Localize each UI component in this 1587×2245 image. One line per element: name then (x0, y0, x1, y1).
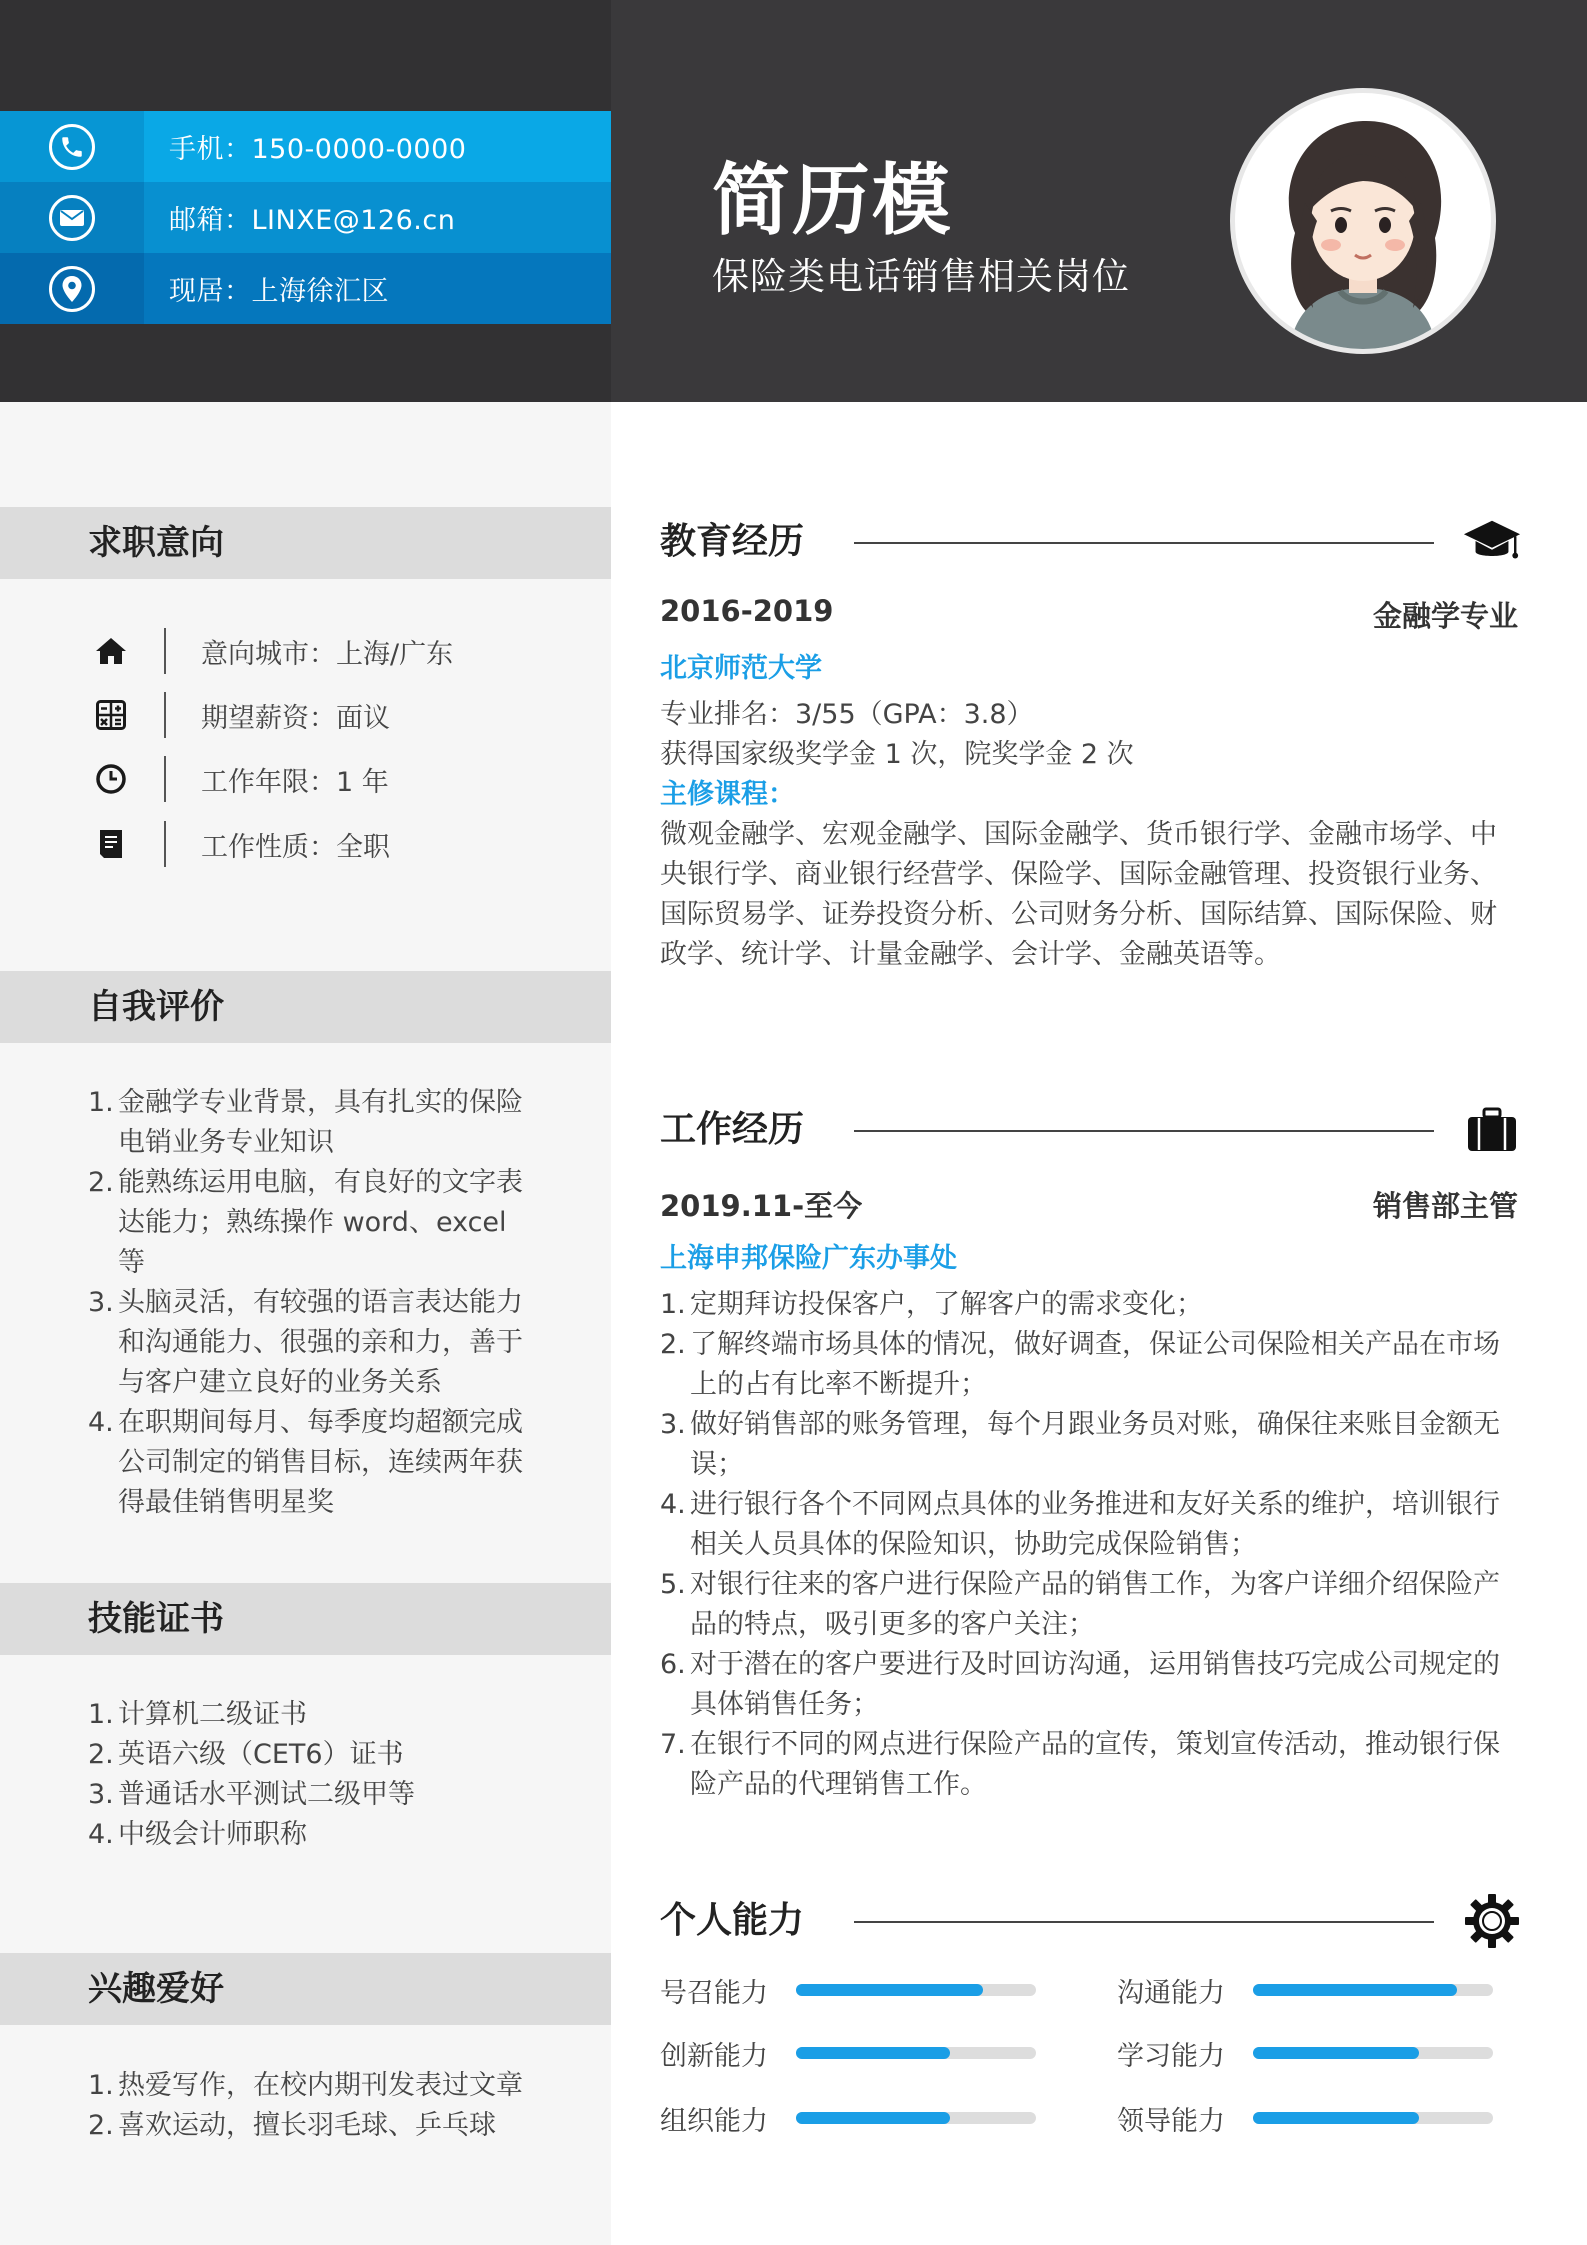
courses-text: 微观金融学、宏观金融学、国际金融学、货币银行学、金融市场学、中央银行学、商业银行经营学、保险学、国际金融管理、投资银行业务、国际贸易学、证券投资分析、公司财务分析、国际结算、国际保险、财政学、统计学、计量金融学、会计学、金融英语等。 (660, 819, 1497, 970)
contact-phone (0, 111, 611, 182)
hobbies-title: 兴趣爱好 (88, 1969, 224, 2009)
contact-location (0, 253, 611, 324)
intent-item-years: 工作年限：1 年 (88, 756, 588, 802)
certs-section-header (0, 1583, 611, 1655)
education-school: 北京师范大学 (660, 653, 822, 684)
abilities-section-header (660, 1891, 1522, 1951)
intent-item-type: 工作性质：全职 (88, 821, 588, 867)
skill-fill (1253, 2112, 1419, 2124)
education-details (660, 695, 1522, 975)
list-item: 6. 对于潜在的客户要进行及时回访沟通，运用销售技巧完成公司规定的具体销售任务； (660, 1649, 1500, 1720)
skill-bar: 创新能力 (660, 2033, 1036, 2073)
intent-item-city: 意向城市：上海/广东 (88, 628, 588, 674)
skill-bar: 学习能力 (1117, 2033, 1493, 2073)
list-item: 3. 普通话水平测试二级甲等 (88, 1779, 415, 1810)
briefcase-icon (1462, 1100, 1522, 1160)
list-item: 1. 热爱写作，在校内期刊发表过文章 (88, 2070, 523, 2101)
work-section-header (660, 1100, 1522, 1160)
education-scholarship: 获得国家级奖学金 1 次，院奖学金 2 次 (660, 739, 1134, 770)
self-eval-section-header (0, 971, 611, 1043)
list-item: 4. 在职期间每月、每季度均超额完成公司制定的销售目标，连续两年获得最佳销售明星奖 (88, 1407, 523, 1518)
education-major: 金融学专业 (1372, 599, 1518, 633)
location-text: 现居：上海徐汇区 (169, 276, 389, 307)
work-title: 工作经历 (660, 1109, 805, 1150)
intent-item-salary: 期望薪资：面议 (88, 692, 588, 738)
graduation-cap-icon (1462, 512, 1522, 572)
skill-fill (796, 2047, 950, 2059)
job-title: 保险类电话销售相关岗位 (712, 255, 1130, 298)
self-eval-title: 自我评价 (88, 987, 224, 1027)
courses-label: 主修课程： (660, 779, 795, 810)
list-item: 2. 喜欢运动，擅长羽毛球、乒乓球 (88, 2110, 496, 2141)
education-rank: 专业排名：3/55（GPA：3.8） (660, 699, 1034, 730)
avatar (1230, 88, 1496, 354)
list-item: 4. 进行银行各个不同网点具体的业务推进和友好关系的维护，培训银行相关人员具体的保险知识，协助完成保险销售； (660, 1489, 1500, 1560)
list-item: 4. 中级会计师职称 (88, 1819, 307, 1850)
list-item: 1. 金融学专业背景，具有扎实的保险电销业务专业知识 (88, 1087, 523, 1158)
skill-fill (1253, 1984, 1457, 1996)
list-item: 2. 了解终端市场具体的情况，做好调查，保证公司保险相关产品在市场上的占有比率不断提升； (660, 1329, 1500, 1400)
skill-bar: 沟通能力 (1117, 1970, 1493, 2010)
education-date: 2016-2019 (660, 594, 834, 628)
list-item: 3. 做好销售部的账务管理，每个月跟业务员对账，确保往来账目金额无误； (660, 1409, 1500, 1480)
certs-list (88, 1695, 538, 1855)
intent-section-header (0, 507, 611, 579)
skill-bar: 领导能力 (1117, 2098, 1493, 2138)
work-position: 销售部主管 (1372, 1189, 1518, 1223)
hobbies-section-header (0, 1953, 611, 2025)
work-duties-list (660, 1285, 1522, 1805)
list-item: 3. 头脑灵活，有较强的语言表达能力和沟通能力、很强的亲和力，善于与客户建立良好的业务关系 (88, 1287, 523, 1398)
self-eval-list (88, 1083, 538, 1523)
person-name: 简历模 (712, 156, 953, 246)
location-icon (49, 266, 95, 312)
email-text: 邮箱：LINXE@126.cn (169, 205, 456, 236)
list-item: 1. 计算机二级证书 (88, 1699, 307, 1730)
list-item: 1. 定期拜访投保客户，了解客户的需求变化； (660, 1289, 1203, 1320)
calculator-icon (88, 700, 134, 730)
certs-title: 技能证书 (88, 1599, 224, 1639)
list-item: 7. 在银行不同的网点进行保险产品的宣传，策划宣传活动，推动银行保险产品的代理销售工作。 (660, 1729, 1500, 1800)
clock-icon (88, 763, 134, 795)
skill-fill (1253, 2047, 1419, 2059)
education-title: 教育经历 (660, 521, 805, 562)
list-item: 2. 能熟练运用电脑，有良好的文字表达能力；熟练操作 word、excel 等 (88, 1167, 523, 1278)
intent-title: 求职意向 (88, 523, 224, 563)
skill-bar: 组织能力 (660, 2098, 1036, 2138)
education-section-header (660, 512, 1522, 572)
divider (854, 1921, 1434, 1923)
mail-icon (49, 195, 95, 241)
divider (854, 542, 1434, 544)
list-item: 2. 英语六级（CET6）证书 (88, 1739, 404, 1770)
list-item: 5. 对银行往来的客户进行保险产品的销售工作，为客户详细介绍保险产品的特点，吸引更多的客户关注； (660, 1569, 1500, 1640)
header (0, 0, 1587, 402)
phone-text: 手机：150-0000-0000 (169, 134, 467, 165)
skill-fill (796, 1984, 983, 1996)
divider (854, 1130, 1434, 1132)
work-date: 2019.11-至今 (660, 1189, 863, 1223)
document-icon (88, 828, 134, 860)
gear-icon (1462, 1891, 1522, 1951)
phone-icon (49, 124, 95, 170)
contact-email (0, 182, 611, 253)
skill-bar: 号召能力 (660, 1970, 1036, 2010)
skill-fill (796, 2112, 950, 2124)
hobbies-list (88, 2066, 538, 2146)
home-icon (88, 636, 134, 666)
work-company: 上海申邦保险广东办事处 (660, 1243, 957, 1274)
abilities-title: 个人能力 (660, 1900, 805, 1941)
